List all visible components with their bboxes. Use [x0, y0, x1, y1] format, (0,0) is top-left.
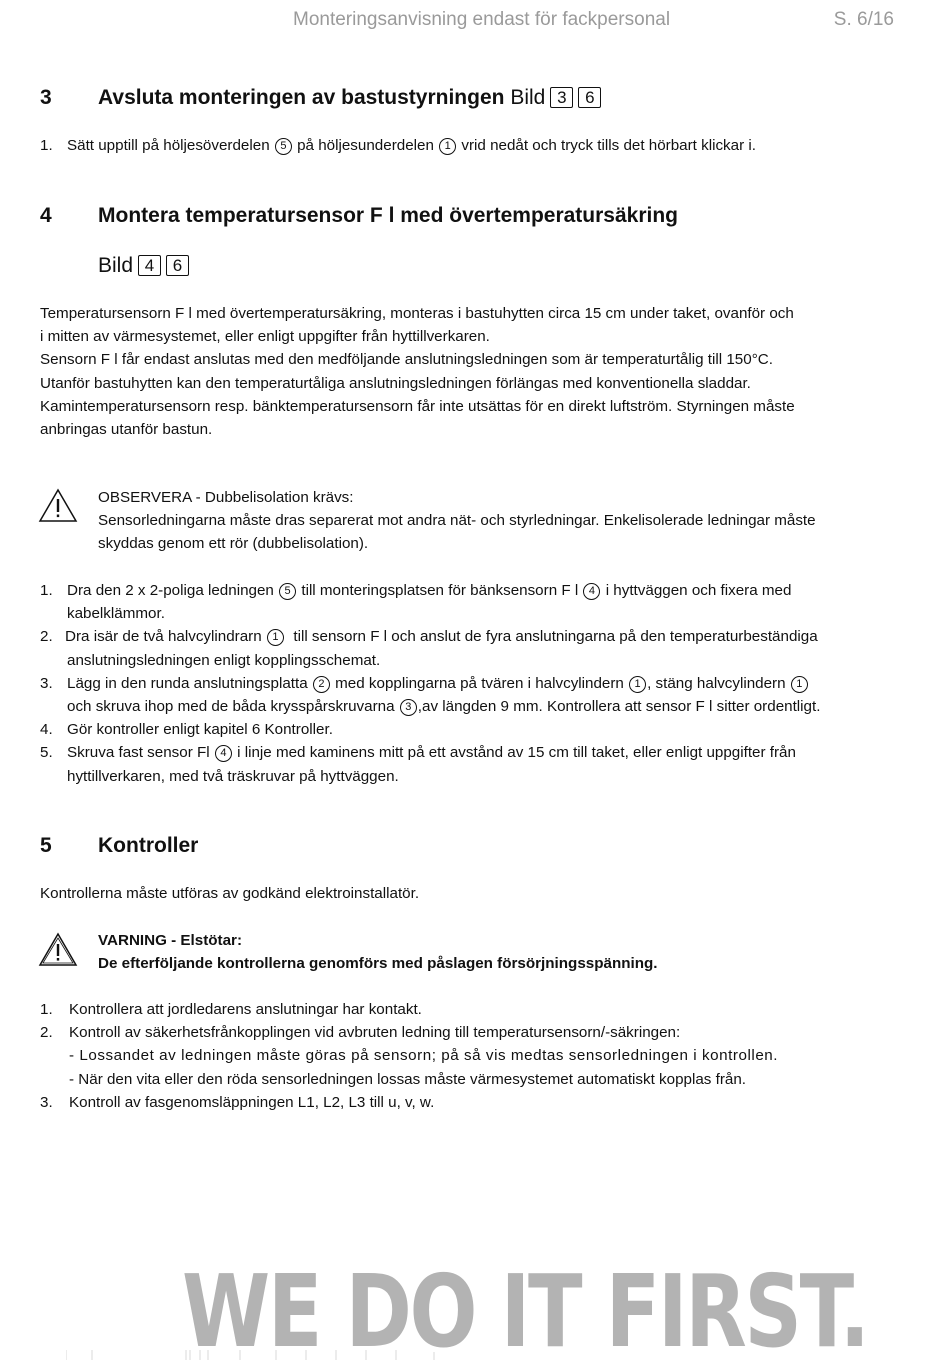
text: i linje med kaminens mitt på ett avstånd av 15 cm till taket, eller enligt uppgifter från — [237, 744, 796, 762]
figure-ref-box: 4 — [138, 255, 161, 276]
list-item — [40, 1021, 860, 1091]
figure-ref-box: 6 — [166, 255, 189, 276]
list-item — [40, 741, 860, 787]
warning-triangle-icon — [38, 932, 78, 968]
text: Sätt upptill på höljesöverdelen — [67, 137, 270, 154]
paragraph-line: Utanför bastuhytten kan den temperaturtåliga anslutningsledningen förlängas med konventionella sladdar. — [40, 374, 751, 392]
list-item-number: 1. — [40, 1001, 53, 1018]
figure-ref-box: 3 — [550, 87, 573, 108]
list-item — [40, 998, 860, 1021]
text: Dra isär de två halvcylindrarn — [65, 628, 262, 646]
list-item — [40, 1091, 860, 1114]
list-item-number: 2. — [40, 628, 53, 646]
warning-triangle-icon — [38, 488, 78, 524]
sub-text: - När den vita eller den röda sensorledningen lossas måste värmesystemet automatiskt kopplas från. — [69, 1070, 747, 1088]
list-item — [40, 625, 860, 671]
text: vrid nedåt och tryck tills det hörbart klickar i. — [461, 137, 756, 154]
warning-title: VARNING - Elstötar: — [98, 932, 243, 949]
text: kabelklämmor. — [67, 605, 165, 623]
text: hyttillverkaren, med två träskruvar på hyttväggen. — [67, 767, 399, 785]
sub-text: - Lossandet av ledningen måste göras på sensorn; på så vis medtas sensorledningen i kontrollen. — [69, 1047, 779, 1065]
section-3-heading — [98, 86, 601, 110]
list-item-number: 2. — [40, 1024, 53, 1042]
notice-title: OBSERVERA - Dubbelisolation krävs: — [98, 489, 354, 506]
list-item — [40, 579, 860, 625]
text: Kontroll av fasgenomsläppningen L1, L2, L3 till u, v, w. — [69, 1093, 435, 1111]
text: ,av längden 9 mm. Kontrollera att sensor F l sitter ordentligt. — [417, 698, 821, 716]
list-item — [40, 134, 860, 157]
list-item — [40, 718, 860, 741]
section-3-title: Avsluta monteringen av bastustyrningen — [98, 86, 505, 109]
part-number-circle: 1 — [439, 138, 456, 155]
list-item-number: 3. — [40, 1093, 53, 1111]
part-number-circle: 5 — [275, 138, 292, 155]
text: till sensorn F l och anslut de fyra anslutningarna på den temperaturbeständiga — [293, 628, 818, 646]
section-5-number: 5 — [40, 834, 52, 857]
notice-block — [98, 486, 816, 556]
figure-ref-box: 6 — [578, 87, 601, 108]
text: i hyttväggen och fixera med — [605, 582, 792, 599]
paragraph-line: anbringas utanför bastun. — [40, 421, 213, 439]
list-item-number: 1. — [40, 582, 53, 599]
text: Skruva fast sensor Fl — [67, 744, 210, 762]
notice-text: skyddas genom ett rör (dubbelisolation). — [98, 535, 369, 553]
text: Lägg in den runda anslutningsplatta — [67, 674, 308, 692]
part-number-circle: 3 — [400, 699, 417, 716]
paragraph-line: i mitten av värmesystemet, eller enligt uppgifter från hyttillverkaren. — [40, 328, 490, 346]
list-item-number: 5. — [40, 744, 53, 762]
paragraph-line: Kamintemperatursensorn resp. bänktemperatursensorn får inte utsättas för en direkt luftström. Styrningen måste — [40, 397, 795, 415]
section-3-number: 3 — [40, 86, 52, 109]
text: , stäng halvcylindern — [647, 674, 786, 692]
header-title: Monteringsanvisning endast för fackpersonal — [293, 9, 671, 30]
part-number-circle: 4 — [583, 583, 600, 600]
warning-block — [98, 929, 658, 975]
warning-text: De efterföljande kontrollerna genomförs med påslagen försörjningsspänning. — [98, 955, 658, 973]
text: Dra den 2 x 2-poliga ledningen — [67, 582, 274, 599]
section-4-bild — [98, 254, 189, 278]
text: Gör kontroller enligt kapitel 6 Kontroller. — [67, 721, 333, 739]
section-4-bild-label: Bild — [98, 254, 134, 277]
text: till monteringsplatsen för bänksensorn F l — [301, 582, 579, 599]
list-item-number: 1. — [40, 137, 53, 154]
section-4-title: Montera temperatursensor F l med övertemperatursäkring — [98, 204, 679, 227]
part-number-circle: 1 — [629, 676, 646, 693]
list-item-number: 4. — [40, 721, 53, 739]
text: med kopplingarna på tvären i halvcylindern — [335, 674, 624, 692]
part-number-circle: 1 — [791, 676, 808, 693]
section-5-title: Kontroller — [98, 834, 199, 857]
section-4-steps — [40, 579, 860, 788]
text: Kontrollera att jordledarens anslutningar har kontakt. — [69, 1001, 422, 1018]
decorative-marks — [66, 1348, 446, 1360]
list-item — [40, 672, 860, 718]
section-5-intro: Kontrollerna måste utföras av godkänd elektroinstallatör. — [40, 885, 420, 902]
part-number-circle: 2 — [313, 676, 330, 693]
section-4-paragraph — [40, 302, 795, 441]
notice-text: Sensorledningarna måste dras separerat mot andra nät- och styrledningar. Enkelisolerade ledningar måste — [98, 512, 816, 530]
text: och skruva ihop med de båda krysspårskruvarna — [67, 698, 395, 716]
section-3-list — [40, 134, 860, 157]
text: anslutningsledningen enligt kopplingsschemat. — [67, 651, 381, 669]
text: på höljesunderdelen — [297, 137, 434, 154]
part-number-circle: 1 — [267, 629, 284, 646]
part-number-circle: 5 — [279, 583, 296, 600]
text: Kontroll av säkerhetsfrånkopplingen vid avbruten ledning till temperatursensorn/-säkringen: — [69, 1024, 681, 1042]
paragraph-line: Temperatursensorn F l med övertemperatursäkring, monteras i bastuhytten circa 15 cm under taket, ovanför och — [40, 305, 794, 322]
section-3-bild-label: Bild — [510, 86, 546, 109]
paragraph-line: Sensorn F l får endast anslutas med den medföljande anslutningsledningen som är temperaturtålig till 150°C. — [40, 351, 773, 369]
section-4-number: 4 — [40, 204, 52, 227]
page-number: S. 6/16 — [833, 9, 894, 30]
footer-slogan: WE DO IT FIRST. — [182, 1253, 868, 1370]
part-number-circle: 4 — [215, 745, 232, 762]
list-item-number: 3. — [40, 674, 53, 692]
section-5-list — [40, 998, 860, 1114]
